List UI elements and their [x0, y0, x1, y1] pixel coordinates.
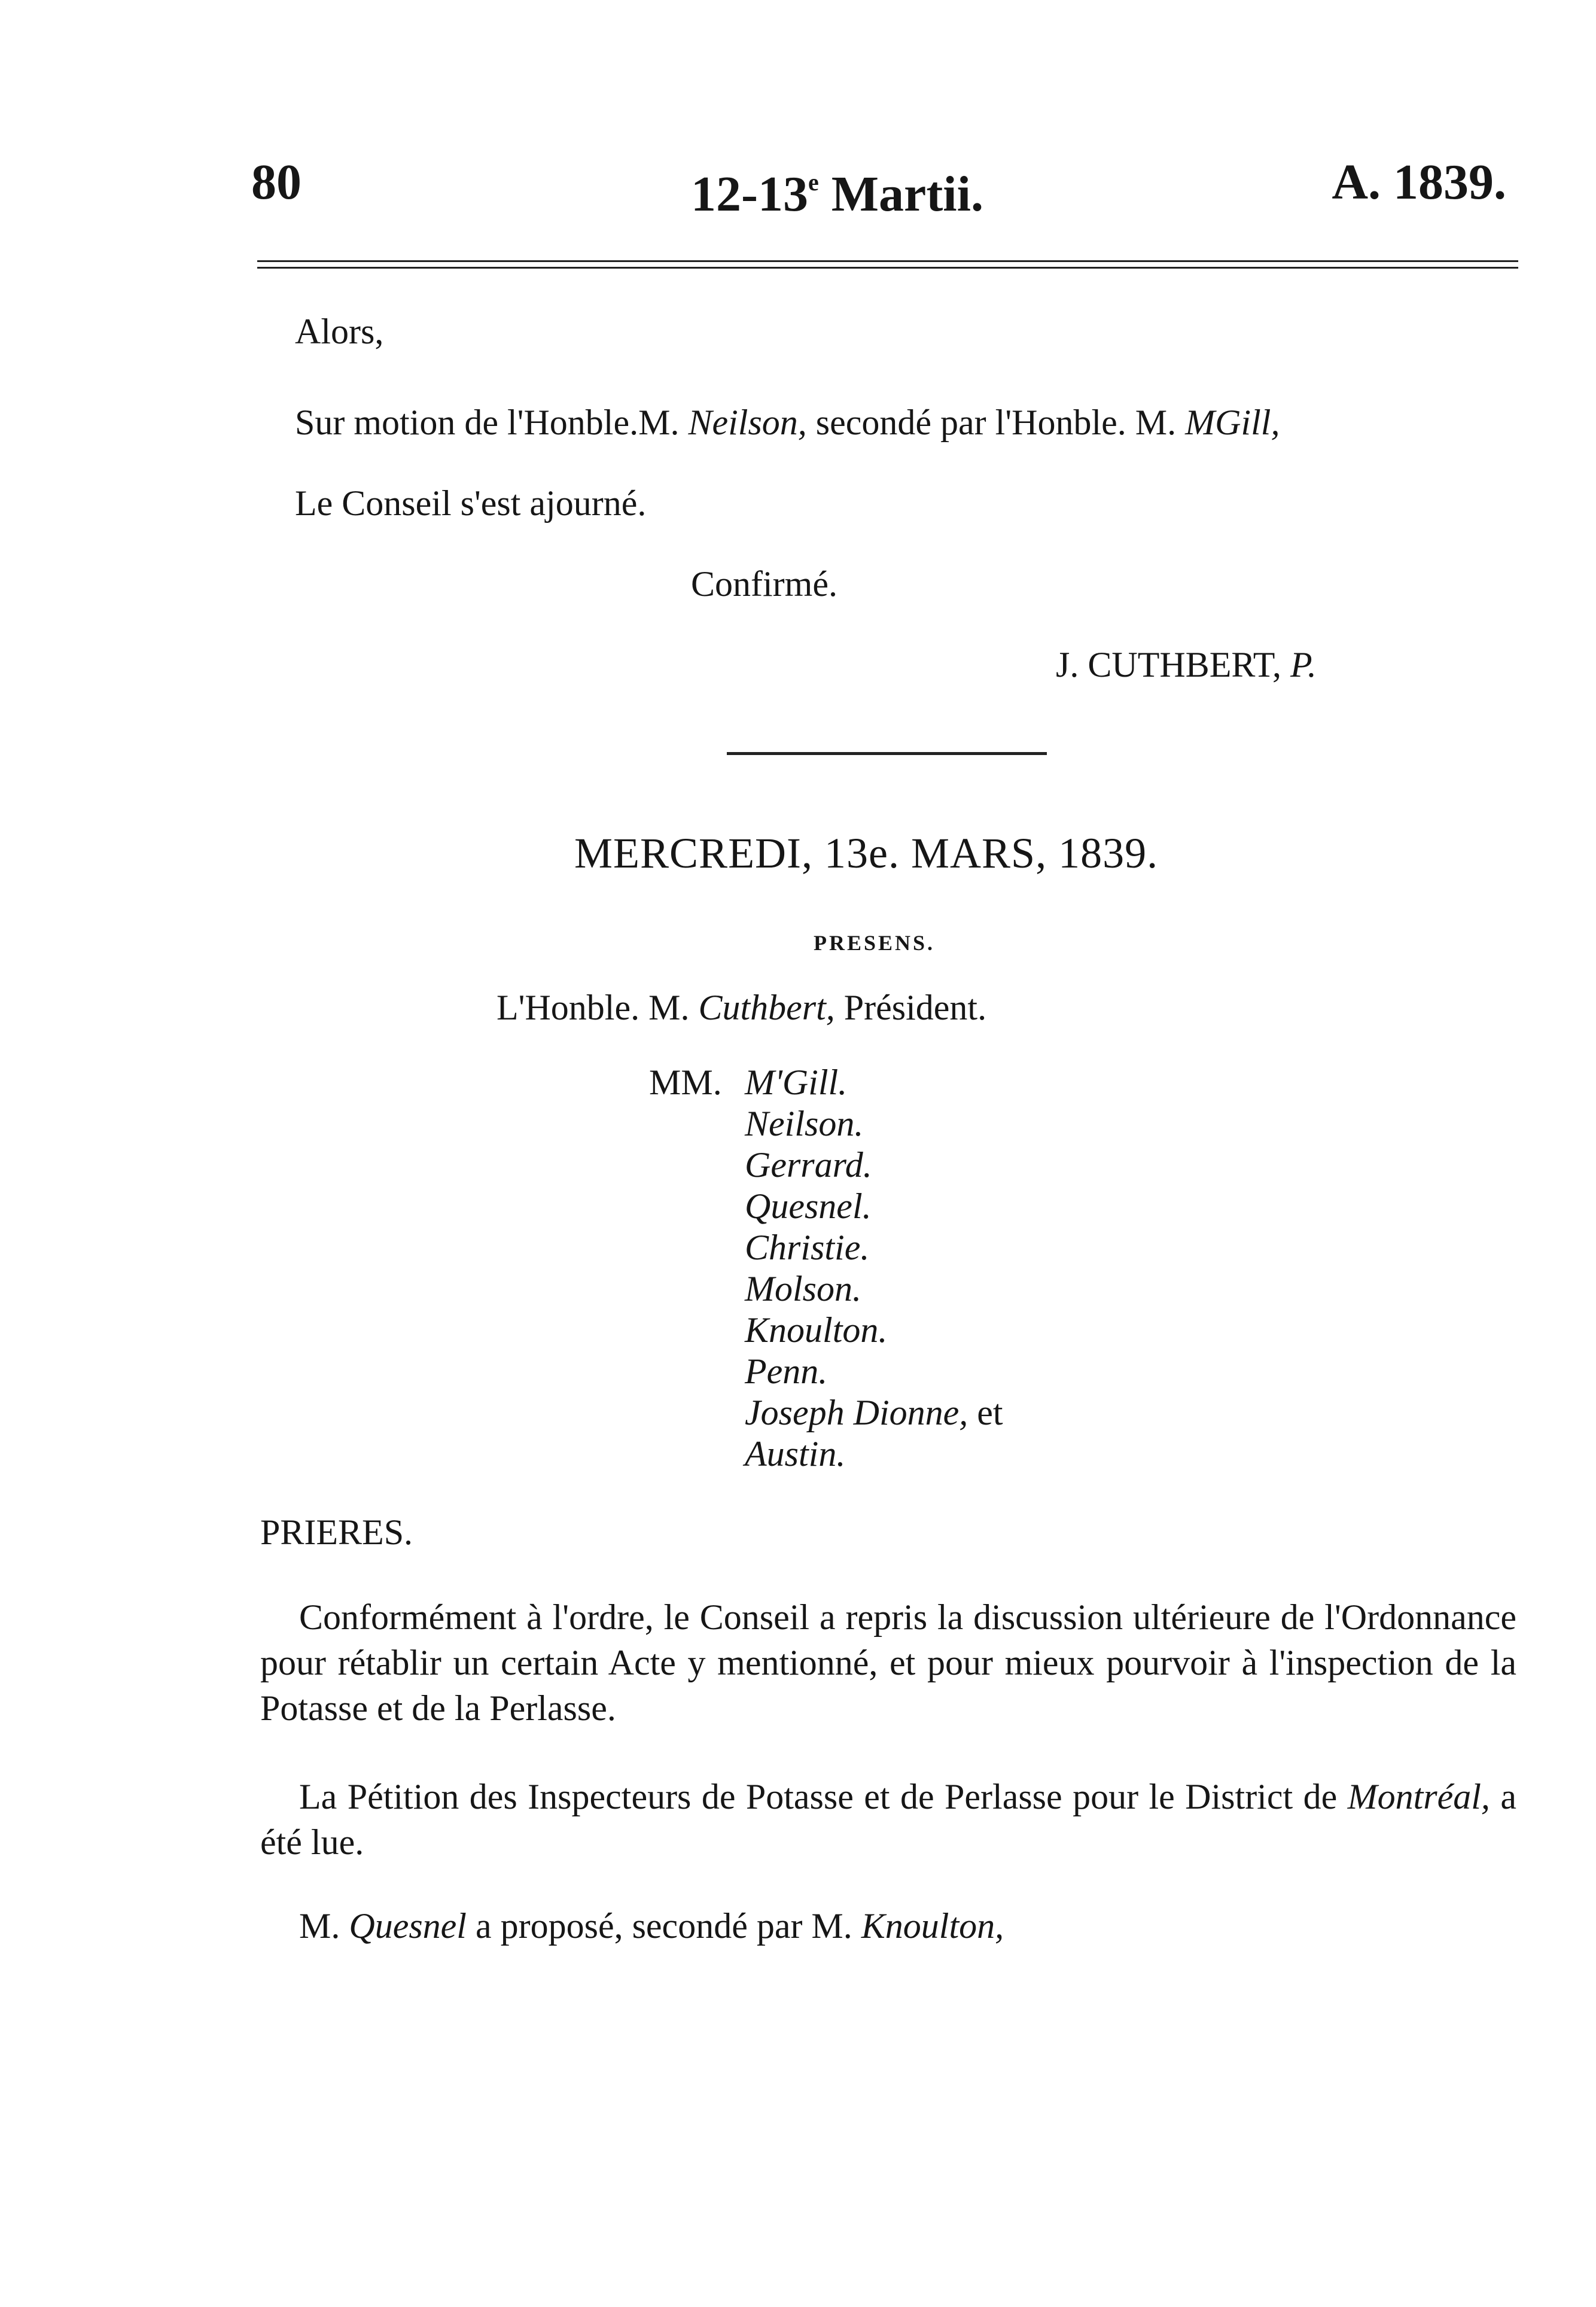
member-row [745, 1392, 1003, 1433]
header-double-rule [257, 260, 1518, 269]
member-name: Quesnel. [745, 1186, 872, 1226]
motion-name-mgill: MGill, [1185, 403, 1280, 442]
page-number: 80 [251, 154, 301, 210]
members-list [649, 1062, 1003, 1475]
president-name: Cuthbert, [698, 988, 835, 1027]
header-date-days: 12-13 [691, 166, 808, 222]
petition-text-1: La Pétition des Inspecteurs de Potasse et de Perlasse pour le District de [299, 1777, 1348, 1816]
header-date-suffix: e [808, 169, 819, 196]
members-conjunction: et [968, 1393, 1003, 1432]
member-name: Penn. [745, 1352, 828, 1391]
president-text-2: Président. [834, 988, 987, 1027]
member-name: Joseph Dionne, [745, 1393, 968, 1432]
motion2-name-quesnel: Quesnel [349, 1906, 467, 1946]
header-date [691, 153, 983, 224]
signature-name: J. CUTHBERT, [1056, 645, 1290, 684]
signature-title: P. [1290, 645, 1317, 684]
member-name: M'Gill. [745, 1063, 848, 1102]
prieres-heading: PRIERES. [260, 1512, 413, 1552]
member-name: Knoulton. [745, 1310, 888, 1350]
member-name: Gerrard. [745, 1145, 872, 1185]
paragraph-motion [299, 1904, 1004, 1947]
member-row [745, 1433, 1003, 1475]
motion2-text-1: M. [299, 1906, 349, 1946]
member-row [745, 1145, 1003, 1186]
section-divider [727, 752, 1047, 755]
member-name: Neilson. [745, 1104, 864, 1143]
member-row: MM. M'Gill. [649, 1063, 848, 1102]
session-heading: MERCREDI, 13e. MARS, 1839. [574, 829, 1159, 877]
signature [1056, 643, 1317, 686]
opening-confirmed: Confirmé. [691, 564, 837, 604]
presens-label: PRESENS. [814, 931, 936, 955]
opening-alors: Alors, [295, 312, 384, 351]
motion-text-2: secondé par l'Honble. M. [806, 403, 1186, 442]
member-name: Molson. [745, 1269, 861, 1308]
motion-text-1: Sur motion de l'Honble.M. [295, 403, 689, 442]
paragraph-ordonnance: Conformément à l'ordre, le Conseil a repris la discussion ultérieure de l'Ordonnance pour rétablir un certain Acte y mentionné, et pour mieux pourvoir à l'inspection de la Potasse et de la Perlasse. [260, 1597, 1516, 1728]
petition-text-2: a été lue. [260, 1777, 1516, 1862]
motion-name-neilson: Neilson, [688, 403, 807, 442]
member-row [745, 1227, 1003, 1268]
member-row [745, 1268, 1003, 1310]
member-row [745, 1310, 1003, 1351]
member-name: Austin. [745, 1434, 846, 1474]
header-year: A. 1839. [1332, 154, 1506, 210]
petition-place: Montréal, [1347, 1777, 1490, 1816]
member-name: Christie. [745, 1228, 870, 1267]
member-row [745, 1351, 1003, 1392]
header-date-month: Martii. [818, 166, 983, 222]
motion2-name-knoulton: Knoulton, [861, 1906, 1004, 1946]
member-row [745, 1186, 1003, 1227]
president-text-1: L'Honble. M. [497, 988, 699, 1027]
opening-adjourned: Le Conseil s'est ajourné. [295, 483, 647, 523]
president-line [497, 986, 986, 1029]
motion2-text-2: a proposé, secondé par M. [466, 1906, 861, 1946]
member-row [745, 1103, 1003, 1145]
opening-motion [295, 401, 1280, 444]
paragraph-petition [260, 1774, 1516, 1865]
